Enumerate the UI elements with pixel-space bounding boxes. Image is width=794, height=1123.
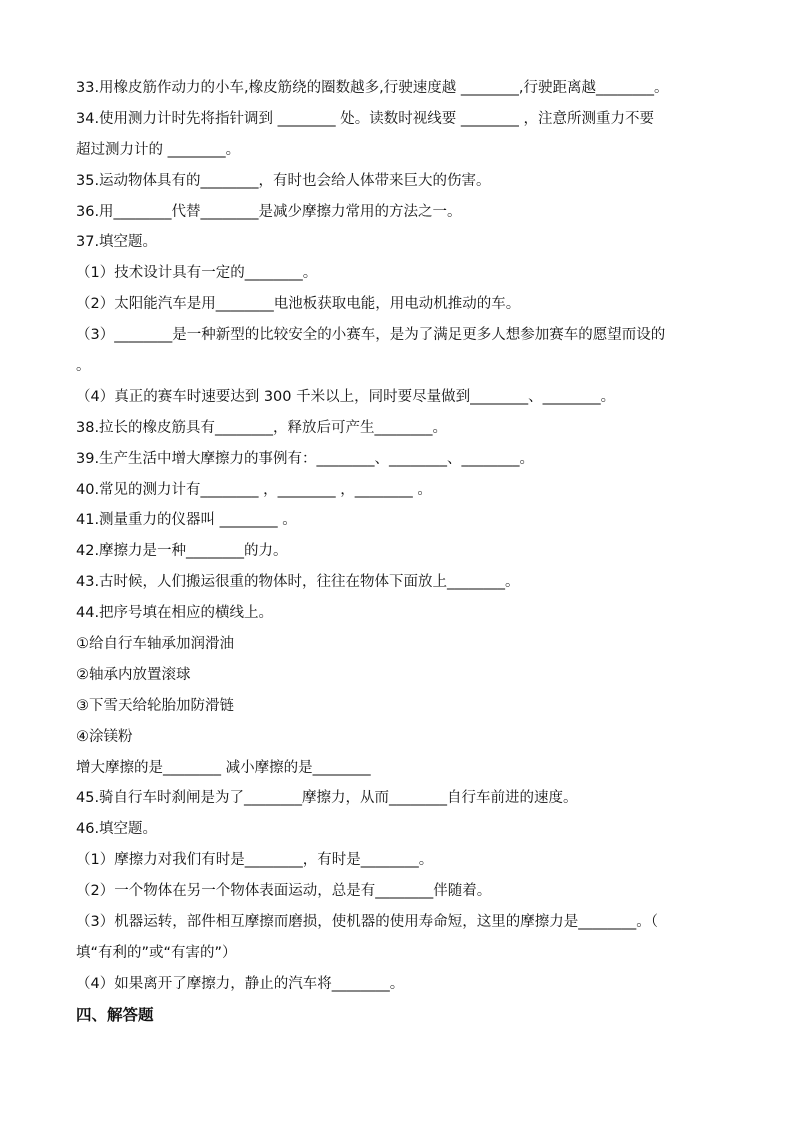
question-46: 46.填空题。 [76,821,158,838]
question-37: 37.填空题。 [76,234,158,251]
question-33: 33.用橡皮筋作动力的小车,橡皮筋绕的圈数越多,行驶速度越 ________,行驶距离越________。 [76,80,669,96]
question-44-answer-line: 增大摩擦的是________ 减小摩擦的是________ [76,759,371,776]
question-42: 42.摩擦力是一种________的力。 [76,543,288,560]
question-40: 40.常见的测力计有________ ，________ ，________ 。 [76,481,432,498]
question-44-option-1: ①给自行车轴承加润滑油 [76,636,234,653]
question-41: 41.测量重力的仪器叫 ________ 。 [76,512,297,529]
question-46-part-2: （2）一个物体在另一个物体表面运动，总是有________伴随着。 [76,883,492,900]
question-38: 38.拉长的橡皮筋具有________，释放后可产生________。 [76,419,448,436]
question-46-part-3: （3）机器运转，部件相互摩擦而磨损，使机器的使用寿命短，这里的摩擦力是________。（ [76,914,658,931]
question-36: 36.用________代替________是减少摩擦力常用的方法之一。 [76,203,462,220]
question-46-part-1: （1）摩擦力对我们有时是________，有时是________。 [76,852,434,869]
question-37-part-1: （1）技术设计具有一定的________。 [76,265,318,282]
question-37-part-3-continued: 。 [76,358,91,375]
question-37-part-2: （2）太阳能汽车是用________电池板获取电能，用电动机推动的车。 [76,296,521,313]
question-34-continued: 超过测力计的 ________。 [76,141,241,158]
question-44-option-2: ②轴承内放置滚球 [76,666,191,683]
section-heading: 四、解答题 [76,1005,154,1024]
question-37-part-3: （3）________是一种新型的比较安全的小赛车，是为了满足更多人想参加赛车的愿望而设的 [76,327,666,344]
question-43: 43.古时候，人们搬运很重的物体时，往往在物体下面放上________。 [76,574,520,591]
question-37-part-4: （4）真正的赛车时速要达到 300 千米以上，同时要尽量做到________、________。 [76,388,616,405]
question-34: 34.使用测力计时先将指针调到 ________ 处。读数时视线要 ________ ，注意所测重力不要 [76,110,654,127]
question-35: 35.运动物体具有的________，有时也会给人体带来巨大的伤害。 [76,172,491,189]
document-page [76,78,726,1036]
question-46-part-4: （4）如果离开了摩擦力，静止的汽车将________。 [76,975,405,992]
question-44-option-4: ④涂镁粉 [76,728,133,745]
question-44-option-3: ③下雪天给轮胎加防滑链 [76,697,234,714]
question-46-part-3-continued: 填“有利的”或“有害的”） [76,944,237,961]
question-44: 44.把序号填在相应的横线上。 [76,605,274,622]
question-39: 39.生产生活中增大摩擦力的事例有：________、________、________。 [76,450,535,467]
question-45: 45.骑自行车时刹闸是为了________摩擦力，从而________自行车前进的速度。 [76,790,578,807]
